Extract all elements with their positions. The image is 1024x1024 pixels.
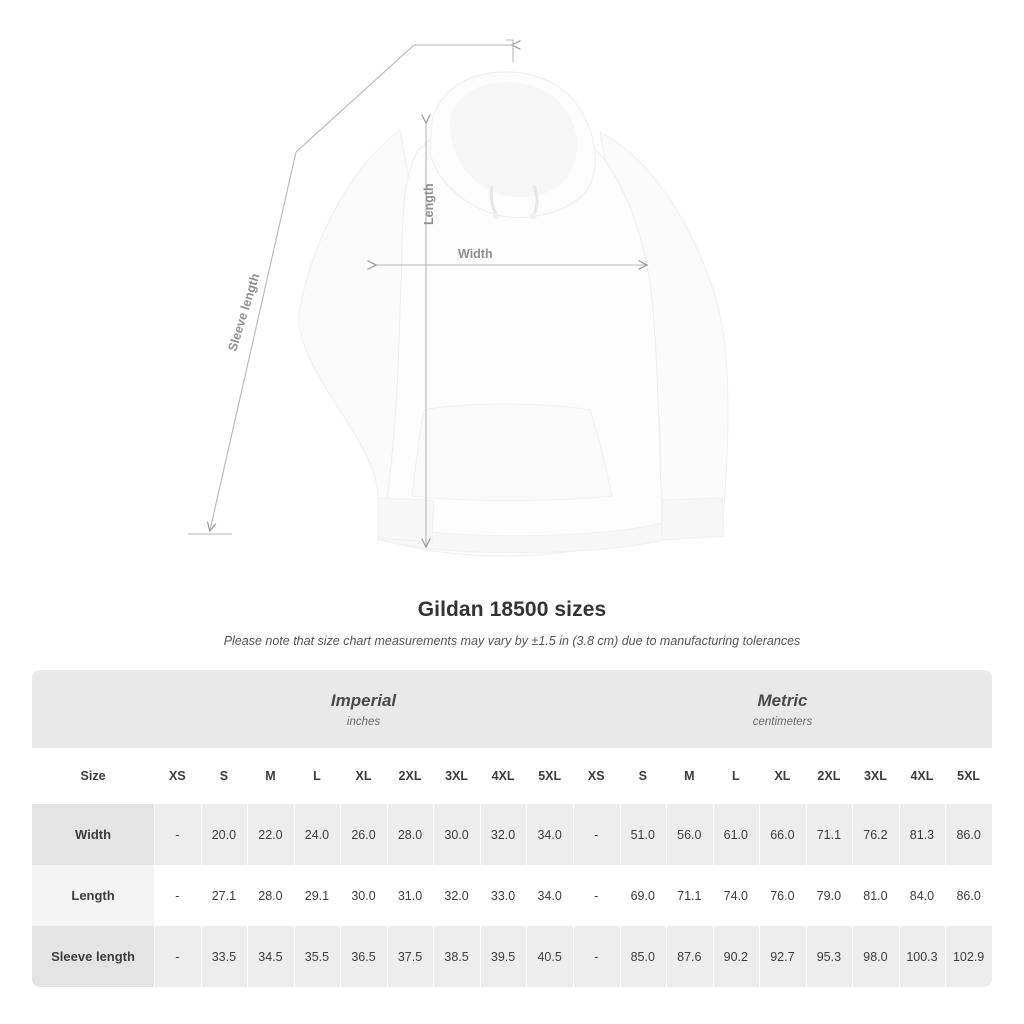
- cell-width-imperial-m: 22.0: [247, 804, 294, 865]
- cell-sleeve-imperial-5xl: 40.5: [526, 926, 573, 987]
- cell-sleeve-imperial-s: 33.5: [201, 926, 248, 987]
- label-sleeve-length: Sleeve length: [225, 271, 263, 353]
- cell-width-imperial-5xl: 34.0: [526, 804, 573, 865]
- size-header-metric-s: S: [620, 748, 667, 804]
- cell-sleeve-metric-5xl: 102.9: [945, 926, 992, 987]
- cell-length-metric-5xl: 86.0: [945, 865, 992, 926]
- cell-length-imperial-3xl: 32.0: [433, 865, 480, 926]
- cell-length-imperial-l: 29.1: [294, 865, 341, 926]
- size-header-imperial-3xl: 3XL: [433, 748, 480, 804]
- size-header-metric-xl: XL: [759, 748, 806, 804]
- page-title: Gildan 18500 sizes: [417, 598, 607, 621]
- cell-sleeve-imperial-m: 34.5: [247, 926, 294, 987]
- cell-width-metric-2xl: 71.1: [806, 804, 853, 865]
- size-header-metric-xs: XS: [573, 748, 620, 804]
- cell-sleeve-imperial-4xl: 39.5: [480, 926, 527, 987]
- unit-imperial-sub: inches: [346, 715, 381, 728]
- cell-width-metric-m: 56.0: [666, 804, 713, 865]
- label-length: Length: [422, 183, 436, 225]
- size-chart-table: [32, 670, 992, 987]
- row-label-length: Length: [32, 865, 154, 926]
- size-header-imperial-xl: XL: [340, 748, 387, 804]
- size-header-metric-3xl: 3XL: [852, 748, 899, 804]
- size-header-metric-5xl: 5XL: [945, 748, 992, 804]
- cell-width-metric-4xl: 81.3: [899, 804, 946, 865]
- cell-sleeve-metric-m: 87.6: [666, 926, 713, 987]
- size-header-metric-l: L: [713, 748, 760, 804]
- cell-width-metric-3xl: 76.2: [852, 804, 899, 865]
- size-header-imperial-l: L: [294, 748, 341, 804]
- cell-sleeve-imperial-xl: 36.5: [340, 926, 387, 987]
- cell-length-metric-4xl: 84.0: [899, 865, 946, 926]
- cell-sleeve-metric-xs: -: [573, 926, 620, 987]
- cell-width-imperial-4xl: 32.0: [480, 804, 527, 865]
- cell-sleeve-imperial-l: 35.5: [294, 926, 341, 987]
- unit-metric-sub: centimeters: [752, 715, 813, 728]
- cell-length-metric-l: 74.0: [713, 865, 760, 926]
- cell-sleeve-metric-s: 85.0: [620, 926, 667, 987]
- cell-sleeve-imperial-xs: -: [154, 926, 201, 987]
- cell-length-metric-2xl: 79.0: [806, 865, 853, 926]
- hoodie-shape: [299, 72, 728, 556]
- cell-width-imperial-l: 24.0: [294, 804, 341, 865]
- size-header-imperial-m: M: [247, 748, 294, 804]
- table-row: [32, 804, 992, 865]
- cell-length-metric-xs: -: [573, 865, 620, 926]
- unit-header-row: [32, 670, 992, 748]
- size-header-metric-2xl: 2XL: [806, 748, 853, 804]
- table-row: [32, 865, 992, 926]
- cell-sleeve-metric-3xl: 98.0: [852, 926, 899, 987]
- cell-width-imperial-3xl: 30.0: [433, 804, 480, 865]
- label-width: Width: [458, 247, 493, 261]
- cell-length-metric-m: 71.1: [666, 865, 713, 926]
- tolerance-note: Please note that size chart measurements may vary by ±1.5 in (3.8 cm) due to manufacturing tolerances: [223, 634, 801, 648]
- cell-length-imperial-xs: -: [154, 865, 201, 926]
- unit-row-spacer: [32, 670, 154, 748]
- row-label-width: Width: [32, 804, 154, 865]
- cell-length-imperial-m: 28.0: [247, 865, 294, 926]
- cell-sleeve-imperial-3xl: 38.5: [433, 926, 480, 987]
- size-header-metric-m: M: [666, 748, 713, 804]
- row-label-sleeve-length: Sleeve length: [32, 926, 154, 987]
- cell-width-metric-xs: -: [573, 804, 620, 865]
- cell-width-imperial-2xl: 28.0: [387, 804, 434, 865]
- cell-length-imperial-2xl: 31.0: [387, 865, 434, 926]
- cell-length-metric-s: 69.0: [620, 865, 667, 926]
- size-header-imperial-5xl: 5XL: [526, 748, 573, 804]
- size-header-imperial-xs: XS: [154, 748, 201, 804]
- title-block: [0, 598, 1024, 648]
- unit-metric-name: Metric: [757, 690, 808, 710]
- cell-length-metric-xl: 76.0: [759, 865, 806, 926]
- cell-sleeve-metric-4xl: 100.3: [899, 926, 946, 987]
- cell-sleeve-metric-2xl: 95.3: [806, 926, 853, 987]
- cell-length-imperial-s: 27.1: [201, 865, 248, 926]
- size-chart-table-wrap: [32, 670, 992, 987]
- cell-length-imperial-xl: 30.0: [340, 865, 387, 926]
- size-header-imperial-2xl: 2XL: [387, 748, 434, 804]
- cell-width-imperial-xl: 26.0: [340, 804, 387, 865]
- cell-length-imperial-4xl: 33.0: [480, 865, 527, 926]
- unit-metric-cell: [573, 670, 992, 748]
- cell-width-imperial-s: 20.0: [201, 804, 248, 865]
- table-row: [32, 926, 992, 987]
- cell-sleeve-metric-l: 90.2: [713, 926, 760, 987]
- cell-sleeve-metric-xl: 92.7: [759, 926, 806, 987]
- cell-sleeve-imperial-2xl: 37.5: [387, 926, 434, 987]
- size-header-metric-4xl: 4XL: [899, 748, 946, 804]
- size-header-label: Size: [32, 748, 154, 804]
- cell-width-metric-5xl: 86.0: [945, 804, 992, 865]
- size-header-imperial-s: S: [201, 748, 248, 804]
- unit-imperial-cell: [154, 670, 573, 748]
- cell-width-metric-xl: 66.0: [759, 804, 806, 865]
- cell-width-imperial-xs: -: [154, 804, 201, 865]
- size-header-imperial-4xl: 4XL: [480, 748, 527, 804]
- cell-length-imperial-5xl: 34.0: [526, 865, 573, 926]
- unit-imperial-name: Imperial: [330, 690, 397, 710]
- cell-length-metric-3xl: 81.0: [852, 865, 899, 926]
- cell-width-metric-s: 51.0: [620, 804, 667, 865]
- cell-width-metric-l: 61.0: [713, 804, 760, 865]
- size-header-row: [32, 748, 992, 804]
